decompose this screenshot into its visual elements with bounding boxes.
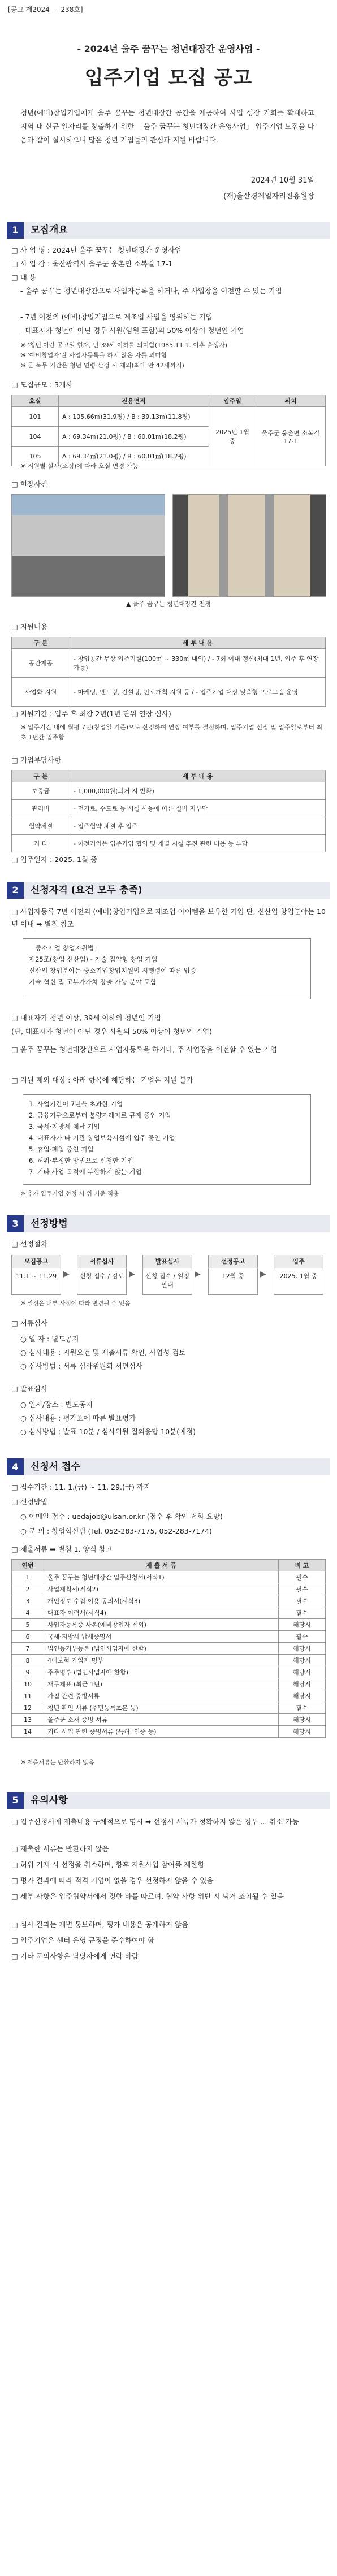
caution-item: □ 입주신청서에 제출내용 구체적으로 명시 ➡ 선정시 서류가 정확하지 않은 경우 ... 취소 가능 bbox=[11, 1817, 299, 1826]
rooms-header-room: 호실 bbox=[12, 395, 59, 407]
table-row bbox=[12, 1714, 326, 1726]
section-1-number: 1 bbox=[7, 222, 24, 239]
burden-category: 협약체결 bbox=[12, 817, 70, 835]
section-5-number: 5 bbox=[7, 1792, 24, 1809]
doc-name: 주주명부 (법인사업자에 한함) bbox=[44, 1666, 279, 1678]
table-row bbox=[12, 1643, 326, 1655]
flow-step-title: 선정공고 bbox=[209, 1255, 257, 1268]
table-row bbox=[12, 1655, 326, 1666]
rooms-note: ※ 지원별 실사(조정)에 따라 호실 변경 가능 bbox=[20, 462, 139, 470]
doc-name: 사업계획서(서식2) bbox=[44, 1583, 279, 1595]
doc-note: 해당시 bbox=[279, 1714, 326, 1726]
rooms-table bbox=[11, 395, 326, 466]
move-in-schedule: □ 입주일자 : 2025. 1월 중 bbox=[11, 855, 98, 864]
doc-name: 청년 확인 서류 (주민등록초본 등) bbox=[44, 1702, 279, 1714]
doc-no: 8 bbox=[12, 1655, 44, 1666]
section-4-header bbox=[7, 1458, 330, 1475]
doc-note: 해당시 bbox=[279, 1619, 326, 1631]
s1-note-1: ※ '예비창업자'란 사업자등록을 하지 않은 자를 의미함 bbox=[20, 352, 167, 359]
doc-name: 가점 관련 증빙서류 bbox=[44, 1690, 279, 1702]
doc-no: 4 bbox=[12, 1607, 44, 1619]
arrow-right-icon: ▶ bbox=[260, 1270, 266, 1279]
table-row bbox=[12, 1726, 326, 1738]
burden-table bbox=[11, 770, 326, 852]
caution-item: □ 허위 기재 시 선정을 취소하며, 향후 지원사업 참여를 제한함 bbox=[11, 1860, 205, 1869]
s2-item2-1: (단, 대표자가 청년이 아닌 경우 사원의 50% 이상이 청년인 기업) bbox=[11, 1027, 212, 1036]
table-row bbox=[12, 1702, 326, 1714]
building-exterior-photo bbox=[11, 494, 165, 597]
doc-name: 재무제표 (최근 1년) bbox=[44, 1678, 279, 1690]
s4-item-1: □ 신청방법 bbox=[11, 1497, 48, 1506]
flow-step bbox=[208, 1255, 258, 1295]
table-row bbox=[12, 407, 326, 427]
room-location: 울주군 웅촌면 소복길 17-1 bbox=[256, 407, 326, 466]
burden-detail: - 1,000,000원(퇴거 시 반환) bbox=[70, 782, 326, 800]
doc-no: 5 bbox=[12, 1619, 44, 1631]
flow-step bbox=[142, 1255, 192, 1295]
flow-heading: □ 선정절차 bbox=[11, 1240, 48, 1248]
doc-name: 개인정보 수집·이용 동의서(서식3) bbox=[44, 1595, 279, 1607]
docs-header-name: 제 출 서 류 bbox=[44, 1560, 279, 1571]
doc-no: 1 bbox=[12, 1571, 44, 1583]
support-heading: □ 지원내용 bbox=[11, 622, 48, 631]
box-line: 제25조(창업 신산업) - 기술 집약형 창업 기업 bbox=[29, 955, 158, 963]
docs-header-note: 비 고 bbox=[279, 1560, 326, 1571]
burden-detail: - 전기료, 수도료 등 시설 사용에 따른 실비 지부담 bbox=[70, 800, 326, 817]
room-area: A : 105.66㎡(31.9평) / B : 39.13㎡(11.8평) bbox=[59, 407, 209, 427]
doc-review-item: ○ 심사방법 : 서류 심사위원회 서면심사 bbox=[20, 1362, 143, 1370]
flow-step-title: 발표심사 bbox=[143, 1255, 192, 1268]
flow-note: ※ 일정은 내부 사정에 따라 변경될 수 있음 bbox=[20, 1300, 131, 1307]
table-row bbox=[12, 800, 326, 817]
table-row bbox=[12, 1631, 326, 1643]
rooms-heading: □ 모집규모 : 3개사 bbox=[11, 380, 73, 389]
flow-step bbox=[11, 1255, 61, 1295]
section-2-header bbox=[7, 882, 330, 899]
doc-note: 해당시 bbox=[279, 1666, 326, 1678]
exclusion-line: 4. 대표자가 타 기관 창업보육시설에 입주 중인 기업 bbox=[29, 1134, 175, 1142]
doc-note: 필수 bbox=[279, 1595, 326, 1607]
flow-step-detail: 12월 중 bbox=[222, 1272, 244, 1280]
s4-item-3: ○ 문 의 : 창업혁신팀 (Tel. 052-283-7175, 052-283-7174) bbox=[20, 1527, 212, 1535]
section-2-number: 2 bbox=[7, 882, 24, 899]
move-in-date: 2025년 1월 중 bbox=[209, 407, 256, 466]
docs-header-no: 연번 bbox=[12, 1560, 44, 1571]
doc-name: 국세·지방세 납세증명서 bbox=[44, 1631, 279, 1643]
table-row bbox=[12, 1666, 326, 1678]
table-row bbox=[12, 649, 326, 678]
section-4-number: 4 bbox=[7, 1458, 24, 1475]
doc-no: 14 bbox=[12, 1726, 44, 1738]
exclusion-line: 3. 국세·지방세 체납 기업 bbox=[29, 1123, 100, 1131]
doc-note: 해당시 bbox=[279, 1655, 326, 1666]
building-interior-photo bbox=[172, 494, 326, 597]
burden-category: 관리비 bbox=[12, 800, 70, 817]
caution-item: □ 기타 문의사항은 담당자에게 연락 바람 bbox=[11, 1952, 139, 1960]
support-table bbox=[11, 637, 326, 707]
table-row bbox=[12, 1678, 326, 1690]
rooms-header-movein: 입주일 bbox=[209, 395, 256, 407]
support-header-detail: 세 부 내 용 bbox=[70, 637, 326, 649]
doc-no: 13 bbox=[12, 1714, 44, 1726]
support-detail: - 마케팅, 멘토링, 컨설팅, 판로개척 지원 등 / - 입주기업 대상 맞춤형 프로그램 운영 bbox=[70, 678, 326, 707]
issuing-organization: (재)울산경제일자리진흥원장 bbox=[223, 192, 314, 201]
s1-item-1: □ 사 업 장 : 울산광역시 울주군 웅촌면 소복길 17-1 bbox=[11, 259, 173, 268]
section-3-number: 3 bbox=[7, 1215, 24, 1232]
table-row bbox=[12, 782, 326, 800]
presentation-item: ○ 일시/장소 : 별도공지 bbox=[20, 1400, 93, 1409]
doc-note: 해당시 bbox=[279, 1678, 326, 1690]
section-5-header bbox=[7, 1792, 330, 1809]
doc-note: 필수 bbox=[279, 1583, 326, 1595]
doc-no: 11 bbox=[12, 1690, 44, 1702]
docs-heading: □ 제출서류 ➡ 별첨 1. 양식 참고 bbox=[11, 1545, 113, 1553]
main-title: 입주기업 모집 공고 bbox=[84, 67, 253, 89]
doc-note: 필수 bbox=[279, 1631, 326, 1643]
s4-item-2: ○ 이메일 접수 : uedajob@ulsan.or.kr (접수 후 확인 전화 요망) bbox=[20, 1512, 223, 1521]
table-row bbox=[12, 1619, 326, 1631]
room-number: 104 bbox=[12, 427, 59, 447]
s1-item-5: - 대표자가 청년이 아닌 경우 사원(임원 포함)의 50% 이상이 청년인 기업 bbox=[20, 326, 244, 335]
s2-item2-2: □ 울주 꿈꾸는 청년대장간으로 사업자등록을 하거나, 주 사업장을 이전할 수 있는 기업 bbox=[11, 1045, 278, 1054]
startup-law-box bbox=[23, 938, 311, 999]
caution-item: □ 제출한 서류는 반환하지 않음 bbox=[11, 1845, 109, 1853]
doc-name: 사업자등록증 사본(예비창업자 제외) bbox=[44, 1619, 279, 1631]
photo-caption: ▲ 울주 꿈꾸는 청년대장간 전경 bbox=[126, 600, 211, 608]
arrow-right-icon: ▶ bbox=[195, 1270, 201, 1279]
table-row bbox=[12, 1571, 326, 1583]
presentation-heading: □ 발표심사 bbox=[11, 1384, 48, 1393]
doc-no: 10 bbox=[12, 1678, 44, 1690]
room-area: A : 69.34㎡(21.0평) / B : 60.01㎡(18.2평) bbox=[59, 427, 209, 447]
s1-item-3: - 울주 꿈꾸는 청년대장간으로 사업자등록을 하거나, 주 사업장을 이전할 수 있는 기업 bbox=[20, 287, 282, 295]
support-header-category: 구 분 bbox=[12, 637, 70, 649]
presentation-item: ○ 심사방법 : 발표 10분 / 심사위원 질의응답 10분(예정) bbox=[20, 1427, 196, 1436]
exclusion-line: 1. 사업기간이 7년을 초과한 기업 bbox=[29, 1100, 123, 1108]
s1-note-0: ※ '청년'이란 공고일 현재, 만 39세 이하를 의미함(1985.11.1. 이후 출생자) bbox=[20, 341, 228, 349]
exclusion-line: 5. 휴업·폐업 중인 기업 bbox=[29, 1145, 94, 1153]
section-1-header bbox=[7, 222, 330, 239]
burden-category: 기 타 bbox=[12, 835, 70, 852]
docs-note: ※ 제출서류는 반환하지 않음 bbox=[20, 1759, 94, 1766]
section-2-title: 신청자격 (요건 모두 충족) bbox=[31, 885, 142, 896]
section-3-header bbox=[7, 1215, 330, 1232]
flow-step-detail: 신청 접수 / 일정 안내 bbox=[145, 1272, 189, 1289]
table-row bbox=[12, 1595, 326, 1607]
table-row bbox=[12, 1607, 326, 1619]
notice-number: [공고 제2024 — 238호] bbox=[8, 6, 83, 14]
support-period-note: ※ 입주기간 내에 월평 7년(창업일 기준)으로 산정하여 연장 여부를 결정하며, 입주기업 선정 및 입주일로부터 최초 1년간 입주함 bbox=[20, 724, 323, 741]
burden-header-category: 구 분 bbox=[12, 770, 70, 782]
burden-category: 보증금 bbox=[12, 782, 70, 800]
flow-step bbox=[77, 1255, 127, 1295]
doc-note: 필수 bbox=[279, 1702, 326, 1714]
flow-step-title: 입주 bbox=[274, 1255, 323, 1268]
support-category: 사업화 지원 bbox=[12, 678, 70, 707]
section-3-title: 선정방법 bbox=[31, 1218, 68, 1229]
box-line: 「중소기업 창업지원법」 bbox=[29, 944, 101, 952]
s2-item-0: □ 사업자등록 7년 이전의 (예비)창업기업으로 제조업 아이템을 보유한 기업 단, 신산업 창업분야는 10년 이내 ➡ 별첨 참조 bbox=[11, 907, 326, 928]
table-row bbox=[12, 678, 326, 707]
presentation-item: ○ 심사내용 : 평가표에 따른 발표평가 bbox=[20, 1414, 136, 1422]
room-number: 105 bbox=[12, 447, 59, 466]
support-period: □ 지원기간 : 입주 후 최장 2년(1년 단위 연장 심사) bbox=[11, 709, 171, 718]
doc-no: 7 bbox=[12, 1643, 44, 1655]
doc-review-item: ○ 심사내용 : 지원요건 및 제출서류 확인, 사업성 검토 bbox=[20, 1348, 186, 1357]
arrow-right-icon: ▶ bbox=[129, 1270, 135, 1279]
arrow-right-icon: ▶ bbox=[63, 1270, 70, 1279]
caution-item: □ 세부 사항은 입주협약서에서 정한 바를 따르며, 협약 사항 위반 시 퇴거 조치될 수 있음 bbox=[11, 1892, 284, 1900]
sub-title: - 2024년 울주 꿈꾸는 청년대장간 운영사업 - bbox=[77, 44, 260, 54]
notice-date: 2024년 10월 31일 bbox=[250, 176, 314, 185]
flow-step-detail: 2025. 1월 중 bbox=[279, 1272, 318, 1280]
flow-step-title: 모집공고 bbox=[12, 1255, 61, 1268]
s2-item2-0: □ 대표자가 청년 이상, 39세 이하의 청년인 기업 bbox=[11, 1014, 161, 1022]
doc-no: 12 bbox=[12, 1702, 44, 1714]
doc-note: 필수 bbox=[279, 1571, 326, 1583]
flow-step bbox=[274, 1255, 323, 1295]
doc-no: 3 bbox=[12, 1595, 44, 1607]
section-1-title: 모집개요 bbox=[31, 224, 68, 236]
caution-item: □ 심사 결과는 개별 통보하며, 평가 내용은 공개하지 않음 bbox=[11, 1920, 189, 1929]
doc-name: 기타 사업 관련 증빙서류 (특허, 인증 등) bbox=[44, 1726, 279, 1738]
table-row bbox=[12, 835, 326, 852]
table-row bbox=[12, 1690, 326, 1702]
caution-item: □ 입주기업은 센터 운영 규정을 준수하여야 함 bbox=[11, 1936, 155, 1945]
doc-note: 해당시 bbox=[279, 1726, 326, 1738]
flow-step-detail: 11.1 ~ 11.29 bbox=[15, 1272, 57, 1280]
rooms-header-area: 전용면적 bbox=[59, 395, 209, 407]
exclusion-line: 2. 금융기관으로부터 불량거래자로 규제 중인 기업 bbox=[29, 1111, 171, 1119]
s2-item2-3: □ 지원 제외 대상 : 아래 항목에 해당하는 기업은 지원 불가 bbox=[11, 1076, 193, 1084]
exclusion-line: 7. 기타 사업 목적에 부합하지 않는 기업 bbox=[29, 1168, 142, 1176]
selection-flow bbox=[11, 1255, 326, 1296]
s1-item-0: □ 사 업 명 : 2024년 울주 꿈꾸는 청년대장간 운영사업 bbox=[11, 246, 182, 254]
s1-item-2: □ 내 용 bbox=[11, 273, 36, 282]
exclusion-note: ※ 추가 입주기업 선정 시 위 기준 적용 bbox=[20, 1190, 119, 1197]
exclusion-line: 6. 허위·부정한 방법으로 신청한 기업 bbox=[29, 1157, 133, 1164]
flow-step-title: 서류심사 bbox=[77, 1255, 126, 1268]
photo-heading: □ 현장사진 bbox=[11, 480, 48, 488]
box-line: 기술 혁신 및 고부가가치 창출 가능 분야 포함 bbox=[29, 978, 157, 986]
doc-name: 법인등기부등본 (법인사업자에 한함) bbox=[44, 1643, 279, 1655]
burden-header-detail: 세 부 내 용 bbox=[70, 770, 326, 782]
caution-item: □ 평가 결과에 따라 적격 기업이 없을 경우 선정하지 않을 수 있음 bbox=[11, 1876, 214, 1885]
support-detail: - 창업공간 무상 입주지원(100㎡ ~ 330㎡ 내외) / - 7회 이내 갱신(최대 1년, 입주 후 연장 가능) bbox=[70, 649, 326, 678]
support-category: 공간제공 bbox=[12, 649, 70, 678]
rooms-header-location: 위치 bbox=[256, 395, 326, 407]
burden-detail: - 입주협약 체결 후 입주 bbox=[70, 817, 326, 835]
doc-review-item: ○ 일 자 : 별도공지 bbox=[20, 1335, 79, 1343]
box-line: 신산업 창업분야는 중소기업창업지원법 시행령에 따른 업종 bbox=[29, 967, 196, 975]
table-row bbox=[12, 817, 326, 835]
doc-note: 해당시 bbox=[279, 1690, 326, 1702]
s1-note-2: ※ 군 복무 기간은 청년 연령 산정 시 제외(최대 만 42세까지) bbox=[20, 362, 184, 369]
doc-note: 필수 bbox=[279, 1607, 326, 1619]
doc-note: 해당시 bbox=[279, 1643, 326, 1655]
doc-name: 대표자 이력서(서식4) bbox=[44, 1607, 279, 1619]
s1-item-4: - 7년 이전의 (예비)창업기업으로 제조업 사업을 영위하는 기업 bbox=[20, 313, 213, 321]
room-area: A : 69.34㎡(21.0평) / B : 60.01㎡(18.2평) bbox=[59, 447, 209, 466]
s4-item-0: □ 접수기간 : 11. 1.(금) ~ 11. 29.(금) 까지 bbox=[11, 1483, 150, 1491]
table-row bbox=[12, 1583, 326, 1595]
doc-review-heading: □ 서류심사 bbox=[11, 1319, 48, 1327]
section-5-title: 유의사항 bbox=[31, 1795, 68, 1806]
doc-name: 울주군 소재 증빙 서류 bbox=[44, 1714, 279, 1726]
exclusion-box bbox=[23, 1094, 311, 1185]
documents-table bbox=[11, 1559, 326, 1738]
intro-paragraph: 청년(예비)창업기업에게 울주 꿈꾸는 청년대장간 공간을 제공하여 사업 성장 기회를 확대하고 지역 내 신규 일자리를 창출하기 위한 「울주 꿈꾸는 청년대장간 운영사업」 입주기업 모집을 다음과 같이 실시하오니 많은 청년 기업들의 관심과 지원 바랍니다. bbox=[20, 109, 314, 144]
site-photos bbox=[11, 494, 326, 612]
burden-heading: □ 기업부담사항 bbox=[11, 756, 62, 764]
doc-name: 울주 꿈꾸는 청년대장간 입주신청서(서식1) bbox=[44, 1571, 279, 1583]
burden-detail: - 이전기업은 입주기업 협의 및 개별 시설 추진 관련 비용 등 부담 bbox=[70, 835, 326, 852]
room-number: 101 bbox=[12, 407, 59, 427]
doc-no: 9 bbox=[12, 1666, 44, 1678]
flow-step-detail: 신청 접수 / 검토 bbox=[80, 1272, 124, 1280]
doc-no: 2 bbox=[12, 1583, 44, 1595]
doc-name: 4대보험 가입자 명부 bbox=[44, 1655, 279, 1666]
doc-no: 6 bbox=[12, 1631, 44, 1643]
section-4-title: 신청서 접수 bbox=[31, 1461, 81, 1473]
